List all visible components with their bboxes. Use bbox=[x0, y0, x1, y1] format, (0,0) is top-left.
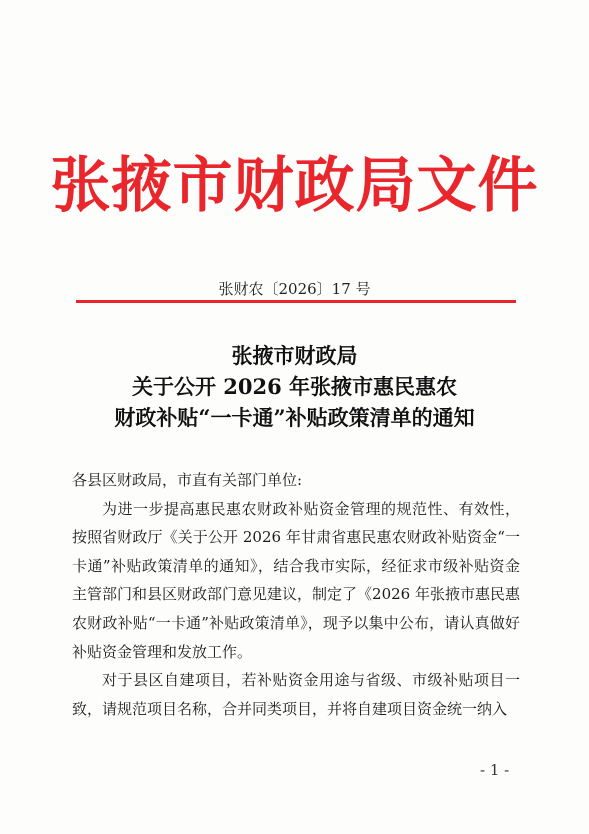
notice-title-line-3: 财政补贴“一卡通”补贴政策清单的通知 bbox=[114, 405, 475, 430]
body-paragraph-2: 对于县区自建项目，若补贴资金用途与省级、市级补贴项目一致，请规范项目名称，合并同类项目，并将自建项目资金统一纳入 bbox=[72, 671, 520, 718]
document-number: 张财农〔2026〕17 号 bbox=[218, 280, 371, 298]
notice-title-line-1: 张掖市财政局 bbox=[231, 343, 358, 368]
salutation: 各县区财政局，市直有关部门单位: bbox=[72, 471, 303, 489]
issuer-header-title: 张掖市财政局文件 bbox=[50, 151, 539, 221]
page-number: - 1 - bbox=[480, 761, 510, 779]
notice-title bbox=[0, 340, 589, 433]
body-paragraph-1: 为进一步提高惠民惠农财政补贴资金管理的规范性、有效性，按照省财政厅《关于公开 2026 年甘肃省惠民惠农财政补贴资金“一卡通”补贴政策清单的通知》，结合我市实际，经征求市级补贴资金主管部门和县区财政部门意见建议，制定了《2026 年张掖市惠民惠农财政补贴“一卡通”补贴政策清单》，现予以集中公布，请认真做好补贴资金管理和发放工作。 bbox=[72, 499, 520, 661]
notice-title-line-2: 关于公开 2026 年张掖市惠民惠农 bbox=[131, 374, 458, 399]
document-body bbox=[72, 466, 520, 723]
red-separator-line bbox=[76, 300, 516, 303]
